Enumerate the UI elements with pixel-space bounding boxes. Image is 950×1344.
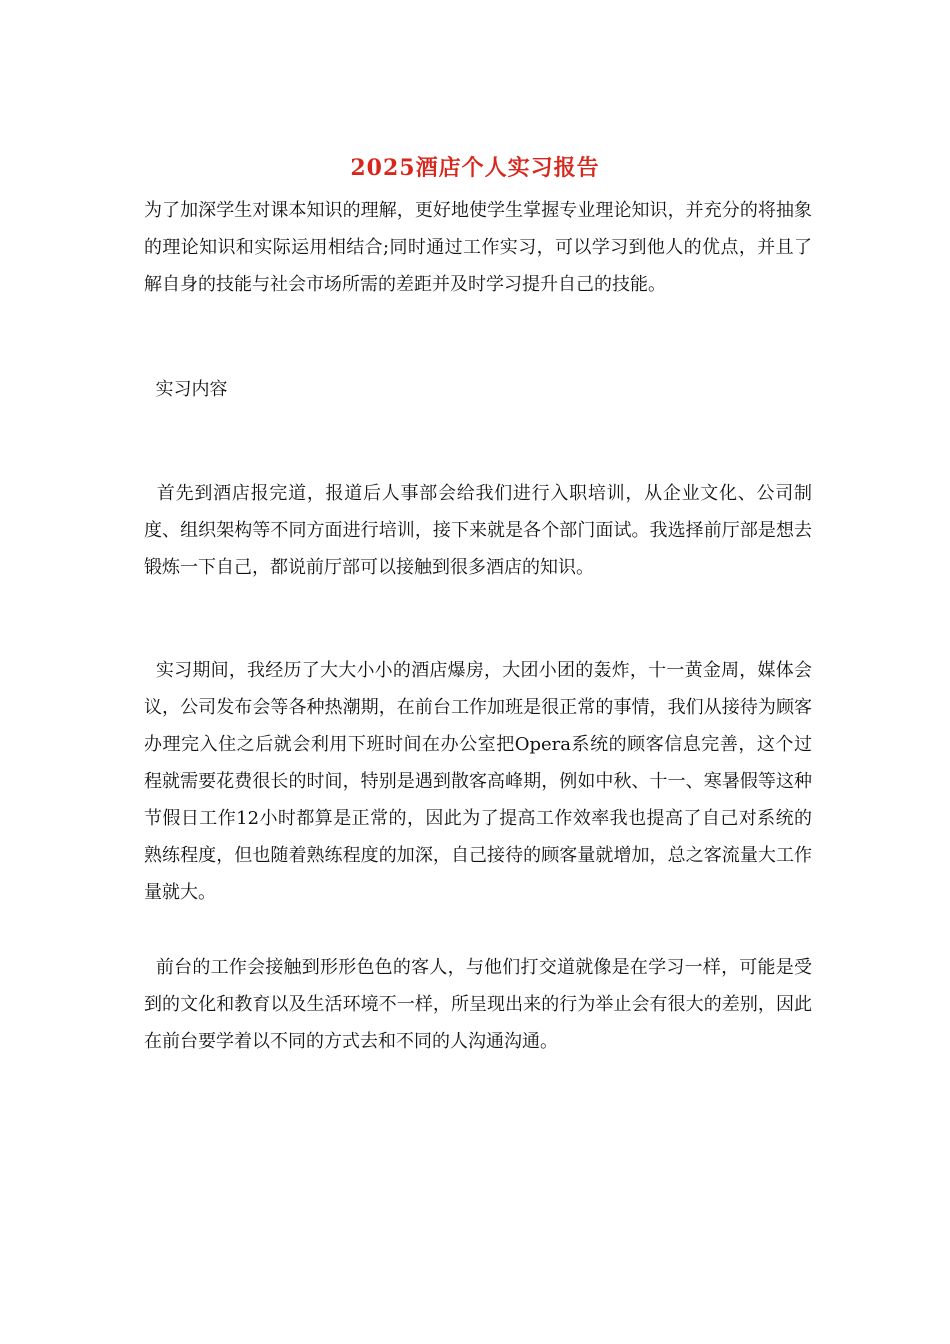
paragraph-intro: 为了加深学生对课本知识的理解，更好地使学生掌握专业理论知识，并充分的将抽象的理论知识和实际运用相结合;同时通过工作实习，可以学习到他人的优点，并且了解自身的技能与社会市场所需的差距并及时学习提升自己的技能。 xyxy=(144,200,812,295)
paragraph-front-desk-guests: 前台的工作会接触到形形色色的客人，与他们打交道就像是在学习一样，可能是受到的文化和教育以及生活环境不一样，所呈现出来的行为举止会有很大的差别，因此在前台要学着以不同的方式去和不同的人沟通沟通。 xyxy=(144,957,812,1052)
paragraph-onboarding: 首先到酒店报完道，报道后人事部会给我们进行入职培训，从企业文化、公司制度、组织架构等不同方面进行培训，接下来就是各个部门面试。我选择前厅部是想去锻炼一下自己，都说前厅部可以接触到很多酒店的知识。 xyxy=(144,483,812,578)
section-heading-internship-content: 实习内容 xyxy=(144,379,228,400)
paragraph-internship-period: 实习期间，我经历了大大小小的酒店爆房，大团小团的轰炸，十一黄金周，媒体会议，公司发布会等各种热潮期，在前台工作加班是很正常的事情，我们从接待为顾客办理完入住之后就会利用下班时间在办公室把Opera系统的顾客信息完善，这个过程就需要花费很长的时间，特别是遇到散客高峰期，例如中秋、十一、寒暑假等这种节假日工作12小时都算是正常的，因此为了提高工作效率我也提高了自己对系统的熟练程度，但也随着熟练程度的加深，自己接待的顾客量就增加，总之客流量大工作量就大。 xyxy=(144,660,812,903)
document-title: 2025酒店个人实习报告 xyxy=(350,155,600,181)
